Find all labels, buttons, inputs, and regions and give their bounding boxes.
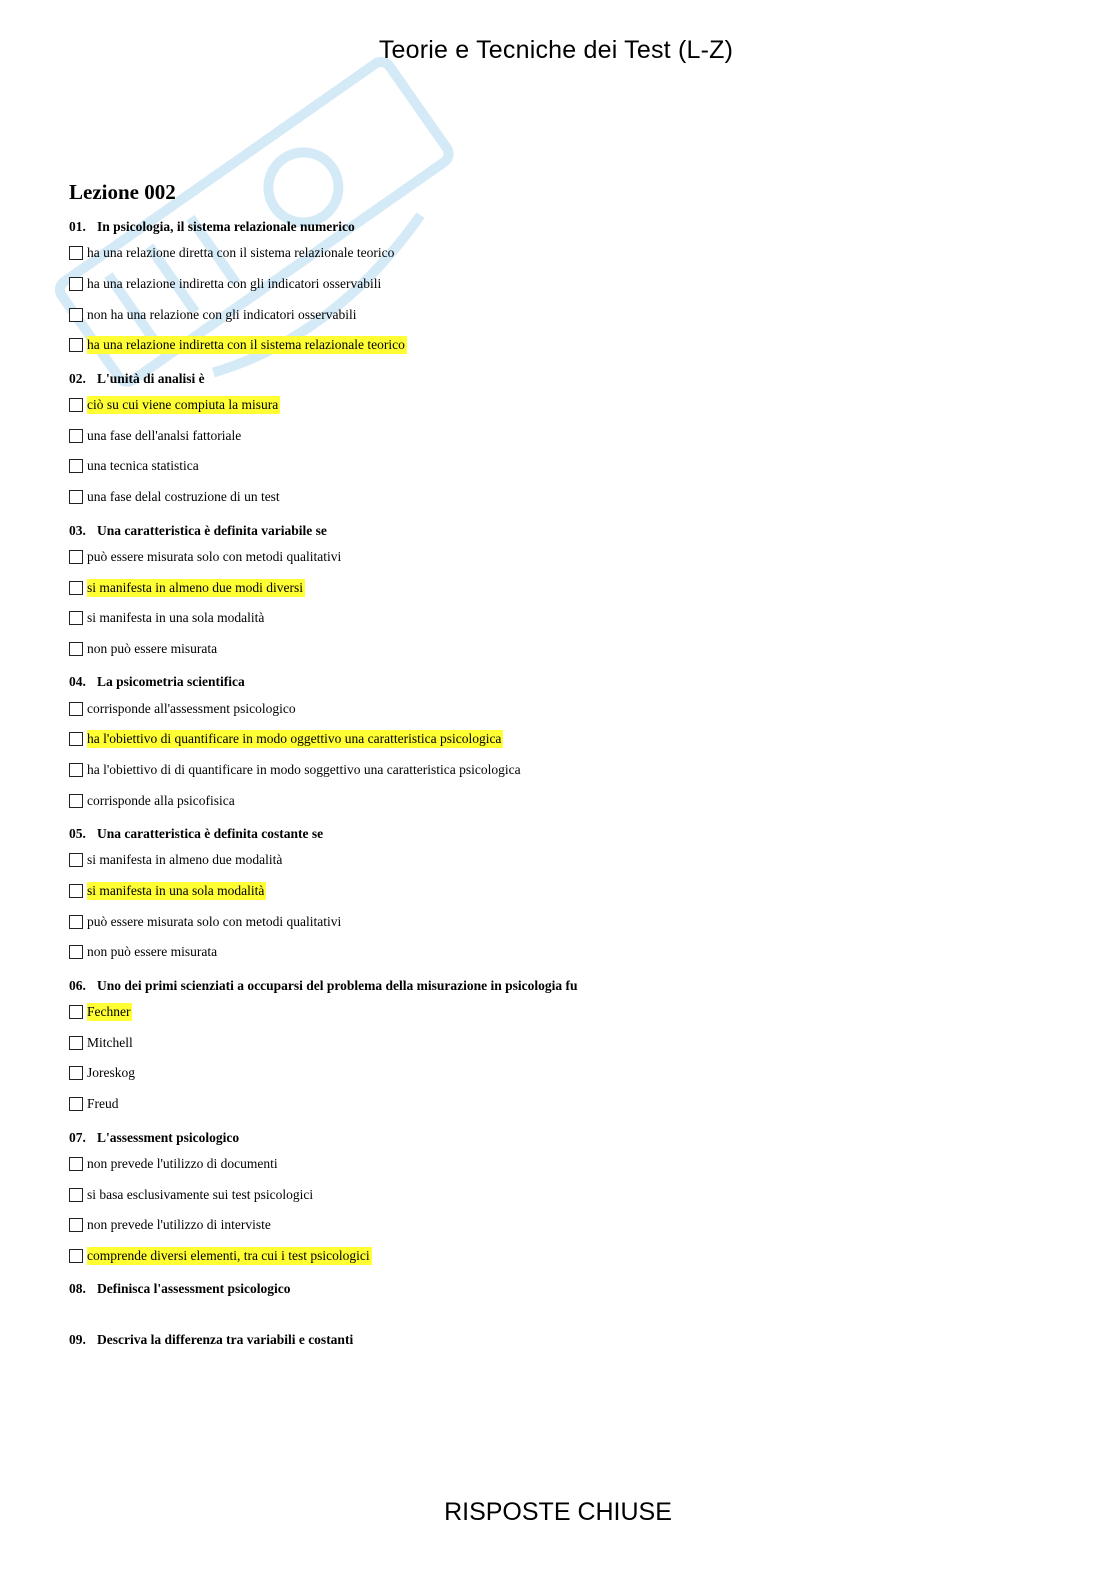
question-text [69, 823, 1069, 845]
answer-option-label: non ha una relazione con gli indicatori osservabili [87, 306, 357, 322]
answer-option[interactable] [69, 634, 1069, 665]
question-label: La psicometria scientifica [97, 674, 245, 690]
answer-option-label: Mitchell [87, 1034, 133, 1050]
checkbox[interactable] [69, 853, 83, 867]
question-block [69, 1127, 1069, 1272]
question-label: Una caratteristica è definita variabile se [97, 522, 327, 538]
answer-option[interactable] [69, 1210, 1069, 1241]
question-block [69, 216, 1069, 361]
checkbox[interactable] [69, 732, 83, 746]
question-label: In psicologia, il sistema relazionale numerico [97, 219, 355, 234]
question-text [69, 1278, 1069, 1300]
question-text [69, 368, 1069, 390]
answer-option-label: una fase delal costruzione di un test [87, 489, 280, 505]
answer-option-label: non prevede l'utilizzo di documenti [87, 1155, 278, 1171]
checkbox[interactable] [69, 702, 83, 716]
checkbox[interactable] [69, 915, 83, 929]
answer-option-correct[interactable] [69, 997, 1069, 1028]
checkbox[interactable] [69, 429, 83, 443]
answer-option[interactable] [69, 238, 1069, 269]
question-block [69, 671, 1069, 816]
answer-option-label: Joreskog [87, 1065, 135, 1081]
checkbox[interactable] [69, 490, 83, 504]
checkbox[interactable] [69, 308, 83, 322]
answer-option[interactable] [69, 785, 1069, 816]
question-list [69, 216, 1069, 1380]
answer-option-label: si manifesta in almeno due modalità [87, 852, 283, 868]
question-number: 09. [69, 1332, 86, 1348]
checkbox[interactable] [69, 459, 83, 473]
answer-option-label: non prevede l'utilizzo di interviste [87, 1217, 271, 1233]
question-text [69, 671, 1069, 693]
answer-option-correct[interactable] [69, 1241, 1069, 1272]
checkbox[interactable] [69, 1249, 83, 1263]
answer-option-label: ha una relazione indiretta con gli indicatori osservabili [87, 276, 382, 292]
checkbox[interactable] [69, 398, 83, 412]
question-number: 02. [69, 370, 86, 386]
question-label: Definisca l'assessment psicologico [97, 1281, 291, 1297]
checkbox[interactable] [69, 1218, 83, 1232]
answer-option-label: comprende diversi elementi, tra cui i test psicologici [87, 1247, 370, 1263]
question-number: 07. [69, 1129, 86, 1145]
answer-option[interactable] [69, 755, 1069, 786]
checkbox[interactable] [69, 1188, 83, 1202]
answer-option[interactable] [69, 1179, 1069, 1210]
answer-option-label: ha l'obiettivo di quantificare in modo oggettivo una caratteristica psicologica [87, 731, 502, 747]
checkbox[interactable] [69, 338, 83, 352]
answer-option[interactable] [69, 420, 1069, 451]
answer-option-label: una tecnica statistica [87, 458, 199, 474]
checkbox[interactable] [69, 642, 83, 656]
answer-option-label: non può essere misurata [87, 640, 218, 656]
answer-option[interactable] [69, 693, 1069, 724]
checkbox[interactable] [69, 945, 83, 959]
checkbox[interactable] [69, 1036, 83, 1050]
checkbox[interactable] [69, 884, 83, 898]
answer-option[interactable] [69, 937, 1069, 968]
question-text [69, 1329, 1069, 1351]
answer-option-correct[interactable] [69, 876, 1069, 907]
answer-option-label: ciò su cui viene compiuta la misura [87, 397, 279, 413]
answer-option-label: non può essere misurata [87, 944, 218, 960]
checkbox[interactable] [69, 277, 83, 291]
document-title [0, 36, 1116, 65]
answer-option[interactable] [69, 269, 1069, 300]
question-label: Uno dei primi scienziati a occuparsi del problema della misurazione in psicologia fu [97, 977, 578, 993]
question-text [69, 1127, 1069, 1149]
answer-option-label: ha una relazione diretta con il sistema relazionale teorico [87, 245, 395, 261]
answer-option-label: Freud [87, 1096, 119, 1112]
answer-option-label: si manifesta in una sola modalità [87, 883, 265, 899]
question-text [69, 216, 1069, 238]
answer-option[interactable] [69, 1149, 1069, 1180]
open-question [69, 1278, 1069, 1322]
answer-option[interactable] [69, 542, 1069, 573]
checkbox[interactable] [69, 550, 83, 564]
checkbox[interactable] [69, 1157, 83, 1171]
answer-option[interactable] [69, 1058, 1069, 1089]
checkbox[interactable] [69, 794, 83, 808]
lesson-title: Lezione 002 [69, 180, 176, 204]
answer-option[interactable] [69, 1027, 1069, 1058]
checkbox[interactable] [69, 763, 83, 777]
question-label: Descriva la differenza tra variabili e costanti [97, 1332, 354, 1348]
question-block [69, 520, 1069, 665]
answer-option-correct[interactable] [69, 330, 1069, 361]
answer-option[interactable] [69, 1089, 1069, 1120]
document-title-text: Teorie e Tecniche dei Test (L-Z) [378, 36, 734, 64]
checkbox[interactable] [69, 1005, 83, 1019]
footer-label: RISPOSTE CHIUSE [444, 1498, 672, 1526]
question-block [69, 823, 1069, 968]
question-text [69, 975, 1069, 997]
question-text [69, 520, 1069, 542]
answer-option-label: corrisponde alla psicofisica [87, 792, 235, 808]
answer-option-label: può essere misurata solo con metodi qualitativi [87, 548, 342, 564]
question-label: L'unità di analisi è [97, 370, 205, 386]
open-question [69, 1329, 1069, 1373]
answer-option-label: Fechner [87, 1004, 131, 1020]
answer-option-label: corrisponde all'assessment psicologico [87, 700, 296, 716]
answer-option-label: si basa esclusivamente sui test psicologici [87, 1186, 314, 1202]
checkbox[interactable] [69, 1066, 83, 1080]
checkbox[interactable] [69, 1097, 83, 1111]
answer-option-label: si manifesta in una sola modalità [87, 610, 265, 626]
question-number: 06. [69, 977, 86, 993]
question-block [69, 975, 1069, 1120]
answer-option[interactable] [69, 845, 1069, 876]
checkbox[interactable] [69, 611, 83, 625]
answer-option-label: può essere misurata solo con metodi qualitativi [87, 913, 342, 929]
answer-option[interactable] [69, 451, 1069, 482]
answer-option[interactable] [69, 906, 1069, 937]
checkbox[interactable] [69, 581, 83, 595]
answer-option[interactable] [69, 603, 1069, 634]
question-number: 08. [69, 1281, 86, 1297]
question-label: Una caratteristica è definita costante se [97, 826, 324, 841]
answer-option-correct[interactable] [69, 390, 1069, 421]
question-number: 03. [69, 522, 86, 538]
answer-option-correct[interactable] [69, 572, 1069, 603]
answer-option-label: ha una relazione indiretta con il sistema relazionale teorico [87, 337, 405, 353]
question-number: 04. [69, 674, 86, 690]
answer-option[interactable] [69, 299, 1069, 330]
answer-option[interactable] [69, 482, 1069, 513]
question-number: 01. [69, 219, 86, 234]
answer-option-label: si manifesta in almeno due modi diversi [87, 579, 303, 595]
answer-option-label: ha l'obiettivo di di quantificare in modo soggettivo una caratteristica psicologica [87, 761, 521, 777]
answer-option-correct[interactable] [69, 724, 1069, 755]
checkbox[interactable] [69, 246, 83, 260]
question-block [69, 368, 1069, 513]
question-label: L'assessment psicologico [97, 1129, 240, 1145]
question-number: 05. [69, 826, 86, 841]
answer-option-label: una fase dell'analsi fattoriale [87, 427, 242, 443]
